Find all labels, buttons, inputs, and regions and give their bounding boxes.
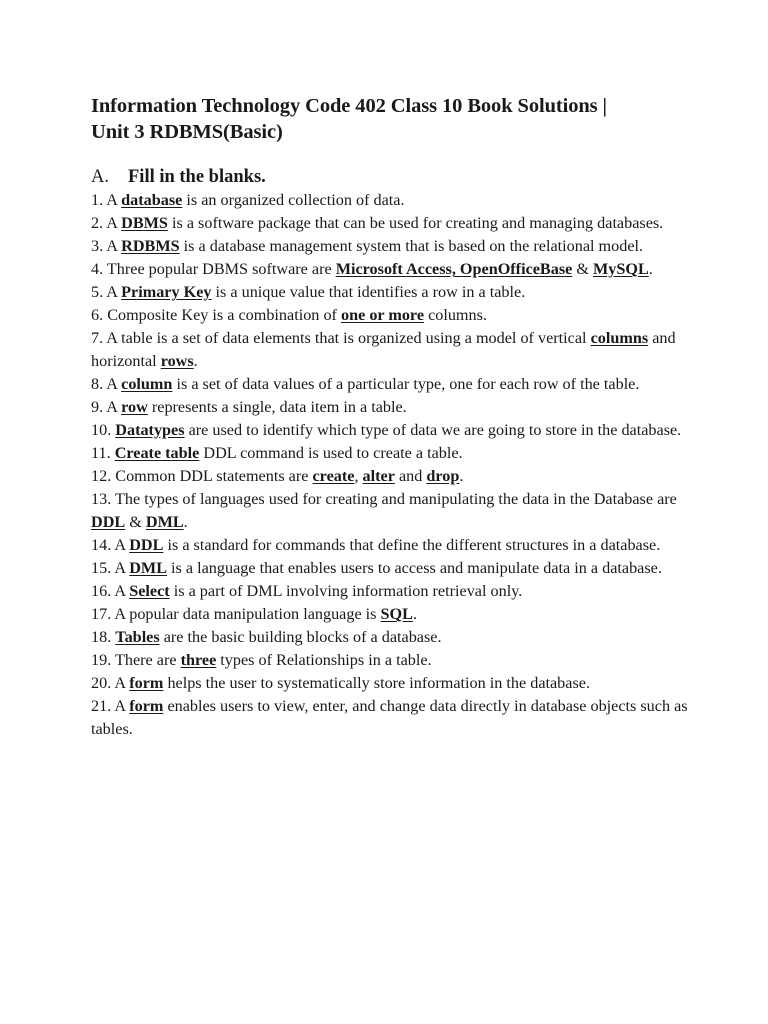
item-text: 5. A <box>91 283 122 301</box>
item-text: is a software package that can be used for creating and managing databases. <box>167 214 664 232</box>
answer-text: column <box>121 375 173 393</box>
answer-text: DDL <box>91 513 126 531</box>
item-text: and horizontal <box>91 329 676 370</box>
item-text: 15. A <box>91 559 130 577</box>
list-item <box>91 235 691 258</box>
item-text: . <box>193 352 198 370</box>
item-text: 14. A <box>91 536 130 554</box>
answer-text: MySQL <box>593 260 649 278</box>
item-text: & <box>125 513 146 531</box>
answer-text: DML <box>145 513 184 531</box>
list-item <box>91 649 691 672</box>
list-item <box>91 327 691 373</box>
list-item <box>91 189 691 212</box>
item-text: are used to identify which type of data we are going to store in the database. <box>184 421 682 439</box>
fill-in-blanks-list <box>91 189 691 741</box>
answer-text: database <box>121 191 183 209</box>
item-text: 3. A <box>91 237 122 255</box>
answer-text: alter <box>362 467 395 485</box>
item-text: , <box>354 467 363 485</box>
list-item <box>91 603 691 626</box>
section-marker: A. <box>91 167 109 187</box>
item-text: . <box>459 467 464 485</box>
list-item <box>91 672 691 695</box>
answer-text: SQL <box>380 605 413 623</box>
item-text: is a language that enables users to access and manipulate data in a database. <box>167 559 662 577</box>
item-text: is a database management system that is based on the relational model. <box>179 237 644 255</box>
item-text: 7. A table is a set of data elements that is organized using a model of vertical <box>91 329 591 347</box>
list-item <box>91 281 691 304</box>
item-text: DDL command is used to create a table. <box>199 444 463 462</box>
item-text: columns. <box>424 306 487 324</box>
answer-text: three <box>180 651 217 669</box>
item-text: 17. A popular data manipulation language is <box>91 605 381 623</box>
item-text: types of Relationships in a table. <box>216 651 432 669</box>
item-text: 11. <box>91 444 115 462</box>
item-text: 12. Common DDL statements are <box>91 467 313 485</box>
list-item <box>91 212 691 235</box>
item-text: helps the user to systematically store information in the database. <box>163 674 590 692</box>
document-title <box>91 93 691 145</box>
item-text: 20. A <box>91 674 130 692</box>
item-text: . <box>412 605 417 623</box>
item-text: 2. A <box>91 214 122 232</box>
list-item <box>91 695 691 741</box>
answer-text: RDBMS <box>121 237 180 255</box>
item-text: are the basic building blocks of a database. <box>159 628 442 646</box>
list-item <box>91 626 691 649</box>
item-text: 9. A <box>91 398 122 416</box>
answer-text: form <box>129 697 164 715</box>
item-text: is a set of data values of a particular type, one for each row of the table. <box>172 375 640 393</box>
list-item <box>91 488 691 534</box>
item-text: and <box>394 467 427 485</box>
item-text: 4. Three popular DBMS software are <box>91 260 336 278</box>
list-item <box>91 442 691 465</box>
answer-text: drop <box>426 467 460 485</box>
answer-text: rows <box>160 352 194 370</box>
list-item <box>91 304 691 327</box>
answer-text: Primary Key <box>121 283 212 301</box>
list-item <box>91 373 691 396</box>
item-text: & <box>572 260 593 278</box>
item-text: is an organized collection of data. <box>182 191 405 209</box>
section-heading <box>91 165 691 189</box>
item-text: 18. <box>91 628 116 646</box>
list-item <box>91 419 691 442</box>
document-title-line-2: Unit 3 RDBMS(Basic) <box>91 121 283 143</box>
document-page <box>91 93 691 741</box>
item-text: 10. <box>91 421 116 439</box>
item-text: . <box>183 513 188 531</box>
item-text: is a part of DML involving information retrieval only. <box>169 582 523 600</box>
item-text: 6. Composite Key is a combination of <box>91 306 341 324</box>
item-text: is a standard for commands that define the different structures in a database. <box>163 536 661 554</box>
item-text: enables users to view, enter, and change data directly in database objects such as tables. <box>91 697 688 738</box>
list-item <box>91 465 691 488</box>
answer-text: DML <box>129 559 167 577</box>
list-item <box>91 396 691 419</box>
item-text: . <box>648 260 653 278</box>
answer-text: columns <box>590 329 649 347</box>
answer-text: one or more <box>340 306 425 324</box>
answer-text: Microsoft Access, OpenOfficeBase <box>335 260 573 278</box>
answer-text: form <box>129 674 164 692</box>
item-text: 8. A <box>91 375 122 393</box>
answer-text: create <box>312 467 355 485</box>
item-text: 1. A <box>91 191 122 209</box>
list-item <box>91 580 691 603</box>
answer-text: row <box>121 398 148 416</box>
item-text: 16. A <box>91 582 130 600</box>
item-text: represents a single, data item in a table. <box>147 398 407 416</box>
document-title-line-1: Information Technology Code 402 Class 10 Book Solutions | <box>91 95 607 117</box>
answer-text: Tables <box>115 628 160 646</box>
item-text: 21. A <box>91 697 130 715</box>
item-text: 19. There are <box>91 651 181 669</box>
answer-text: Create table <box>114 444 200 462</box>
answer-text: Datatypes <box>115 421 185 439</box>
section-title: Fill in the blanks. <box>128 167 266 187</box>
list-item <box>91 557 691 580</box>
list-item <box>91 258 691 281</box>
item-text: is a unique value that identifies a row in a table. <box>211 283 526 301</box>
answer-text: Select <box>129 582 170 600</box>
item-text: 13. The types of languages used for creating and manipulating the data in the Database are <box>91 490 677 508</box>
list-item <box>91 534 691 557</box>
answer-text: DBMS <box>121 214 168 232</box>
answer-text: DDL <box>129 536 164 554</box>
